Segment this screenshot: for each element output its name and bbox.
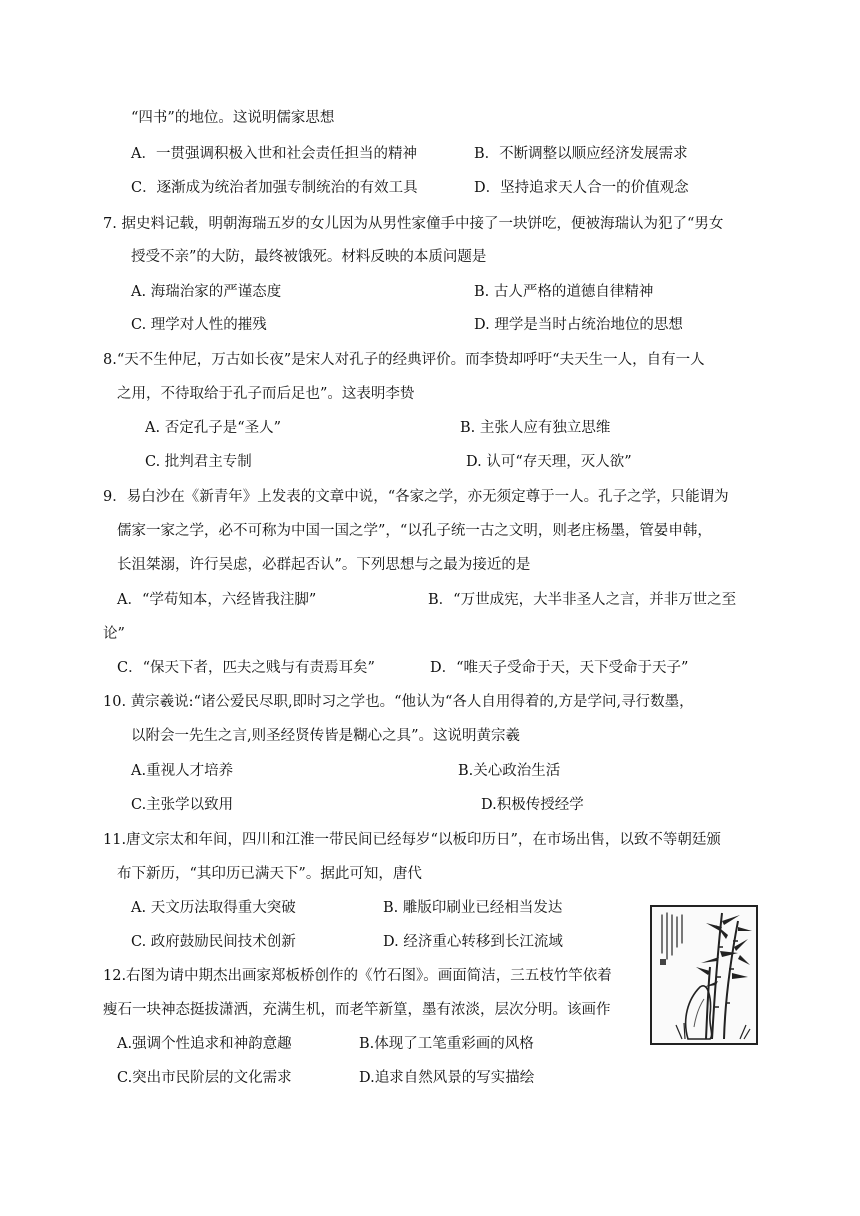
inscription-strokes <box>662 913 682 959</box>
q7-stem-line2: 授受不亲”的大防，最终被饿死。材料反映的本质问题是 <box>131 249 487 265</box>
seal-stamp <box>660 959 666 965</box>
q9-option-c: C．“保天下者，匹夫之贱与有责焉耳矣” <box>117 660 375 676</box>
q10-option-b: B.关心政治生活 <box>458 763 561 779</box>
q10-option-d: D.积极传授经学 <box>481 797 584 813</box>
q8-option-a: A. 否定孔子是“圣人” <box>145 420 282 436</box>
q7-option-a: A. 海瑞治家的严谨态度 <box>131 284 282 300</box>
q11-option-c: C. 政府鼓励民间技术创新 <box>131 934 296 950</box>
q9-option-b: B．“万世成宪，大半非圣人之言，并非万世之至 <box>428 592 737 608</box>
q12-stem-line1: 12.右图为请中期杰出画家郑板桥创作的《竹石图》。画面简洁，三五枝竹竿依着 <box>103 968 612 984</box>
q11-stem-line1: 11.唐文宗太和年间，四川和江淮一带民间已经每岁“以板印历日”，在市场出售，以致不等朝廷颁 <box>103 832 721 848</box>
q12-option-a: A.强调个性追求和神韵意趣 <box>117 1036 292 1052</box>
q10-stem-line2: 以附会一先生之言,则圣经贤传皆是糊心之具”。这说明黄宗羲 <box>131 728 521 744</box>
q8-option-c: C. 批判君主专制 <box>145 454 252 470</box>
q6-option-c: C．逐渐成为统治者加强专制统治的有效工具 <box>131 180 418 196</box>
q6-stem: “四书”的地位。这说明儒家思想 <box>131 110 335 126</box>
q9-option-a: A．“学苟知本，六经皆我注脚” <box>117 592 317 608</box>
q11-option-a: A. 天文历法取得重大突破 <box>131 900 296 916</box>
bamboo-rock-illustration <box>652 907 756 1043</box>
q6-option-b: B．不断调整以顺应经济发展需求 <box>474 146 688 162</box>
q12-stem-line2: 瘦石一块神态挺拔潇洒，充满生机，而老竿新篁，墨有浓淡，层次分明。该画作 <box>103 1002 611 1018</box>
q8-option-d: D. 认可“存天理，灭人欲” <box>466 454 632 470</box>
bamboo-leaves <box>696 915 752 987</box>
q11-option-b: B. 雕版印刷业已经相当发达 <box>383 900 563 916</box>
q6-option-d: D．坚持追求天人合一的价值观念 <box>474 180 689 196</box>
q6-option-a: A．一贯强调积极入世和社会责任担当的精神 <box>131 146 417 162</box>
q7-option-b: B. 古人严格的道德自律精神 <box>474 284 654 300</box>
q12-option-b: B.体现了工笔重彩画的风格 <box>359 1036 534 1052</box>
q9-option-b-cont: 论” <box>103 626 125 642</box>
q8-stem-line1: 8.“天不生仲尼，万古如长夜”是宋人对孔子的经典评价。而李贽却呼吁“夫天生一人，自有一人 <box>103 352 705 368</box>
q10-option-c: C.主张学以致用 <box>131 797 234 813</box>
q9-stem-line3: 长沮桀溺，许行吴虑，必群起否认”。下列思想与之最为接近的是 <box>117 557 531 573</box>
q11-stem-line2: 布下新历，“其印历已满天下”。据此可知，唐代 <box>117 866 422 882</box>
q8-option-b: B. 主张人应有独立思维 <box>460 420 611 436</box>
q9-stem-line2: 儒家一家之学，必不可称为中国一国之学”，“以孔子统一古之文明，则老庄杨墨，管晏申韩， <box>117 523 712 539</box>
q7-option-d: D. 理学是当时占统治地位的思想 <box>474 317 683 333</box>
q10-stem-line1: 10. 黄宗羲说:“诸公爱民尽职,即时习之学也。“他认为“各人自用得着的,方是学问,寻行数墨， <box>103 694 694 710</box>
q8-stem-line2: 之用，不待取给于孔子而后足也”。这表明李贽 <box>117 386 415 402</box>
q12-option-d: D.追求自然风景的写实描绘 <box>359 1070 535 1086</box>
q7-stem-line1: 7. 据史料记载，明朝海瑞五岁的女儿因为从男性家僮手中接了一块饼吃，便被海瑞认为犯了“男女 <box>103 216 724 232</box>
q12-option-c: C.突出市民阶层的文化需求 <box>117 1070 292 1086</box>
bamboo-rock-painting <box>650 905 758 1045</box>
q9-option-d: D．“唯天子受命于天，天下受命于天子” <box>430 660 689 676</box>
q10-option-a: A.重视人才培养 <box>131 763 234 779</box>
q11-option-d: D. 经济重心转移到长江流域 <box>383 934 563 950</box>
q9-stem-line1: 9．易白沙在《新青年》上发表的文章中说，“各家之学，亦无须定尊于一人。孔子之学，只能谓为 <box>103 489 729 505</box>
q7-option-c: C. 理学对人性的摧残 <box>131 317 267 333</box>
